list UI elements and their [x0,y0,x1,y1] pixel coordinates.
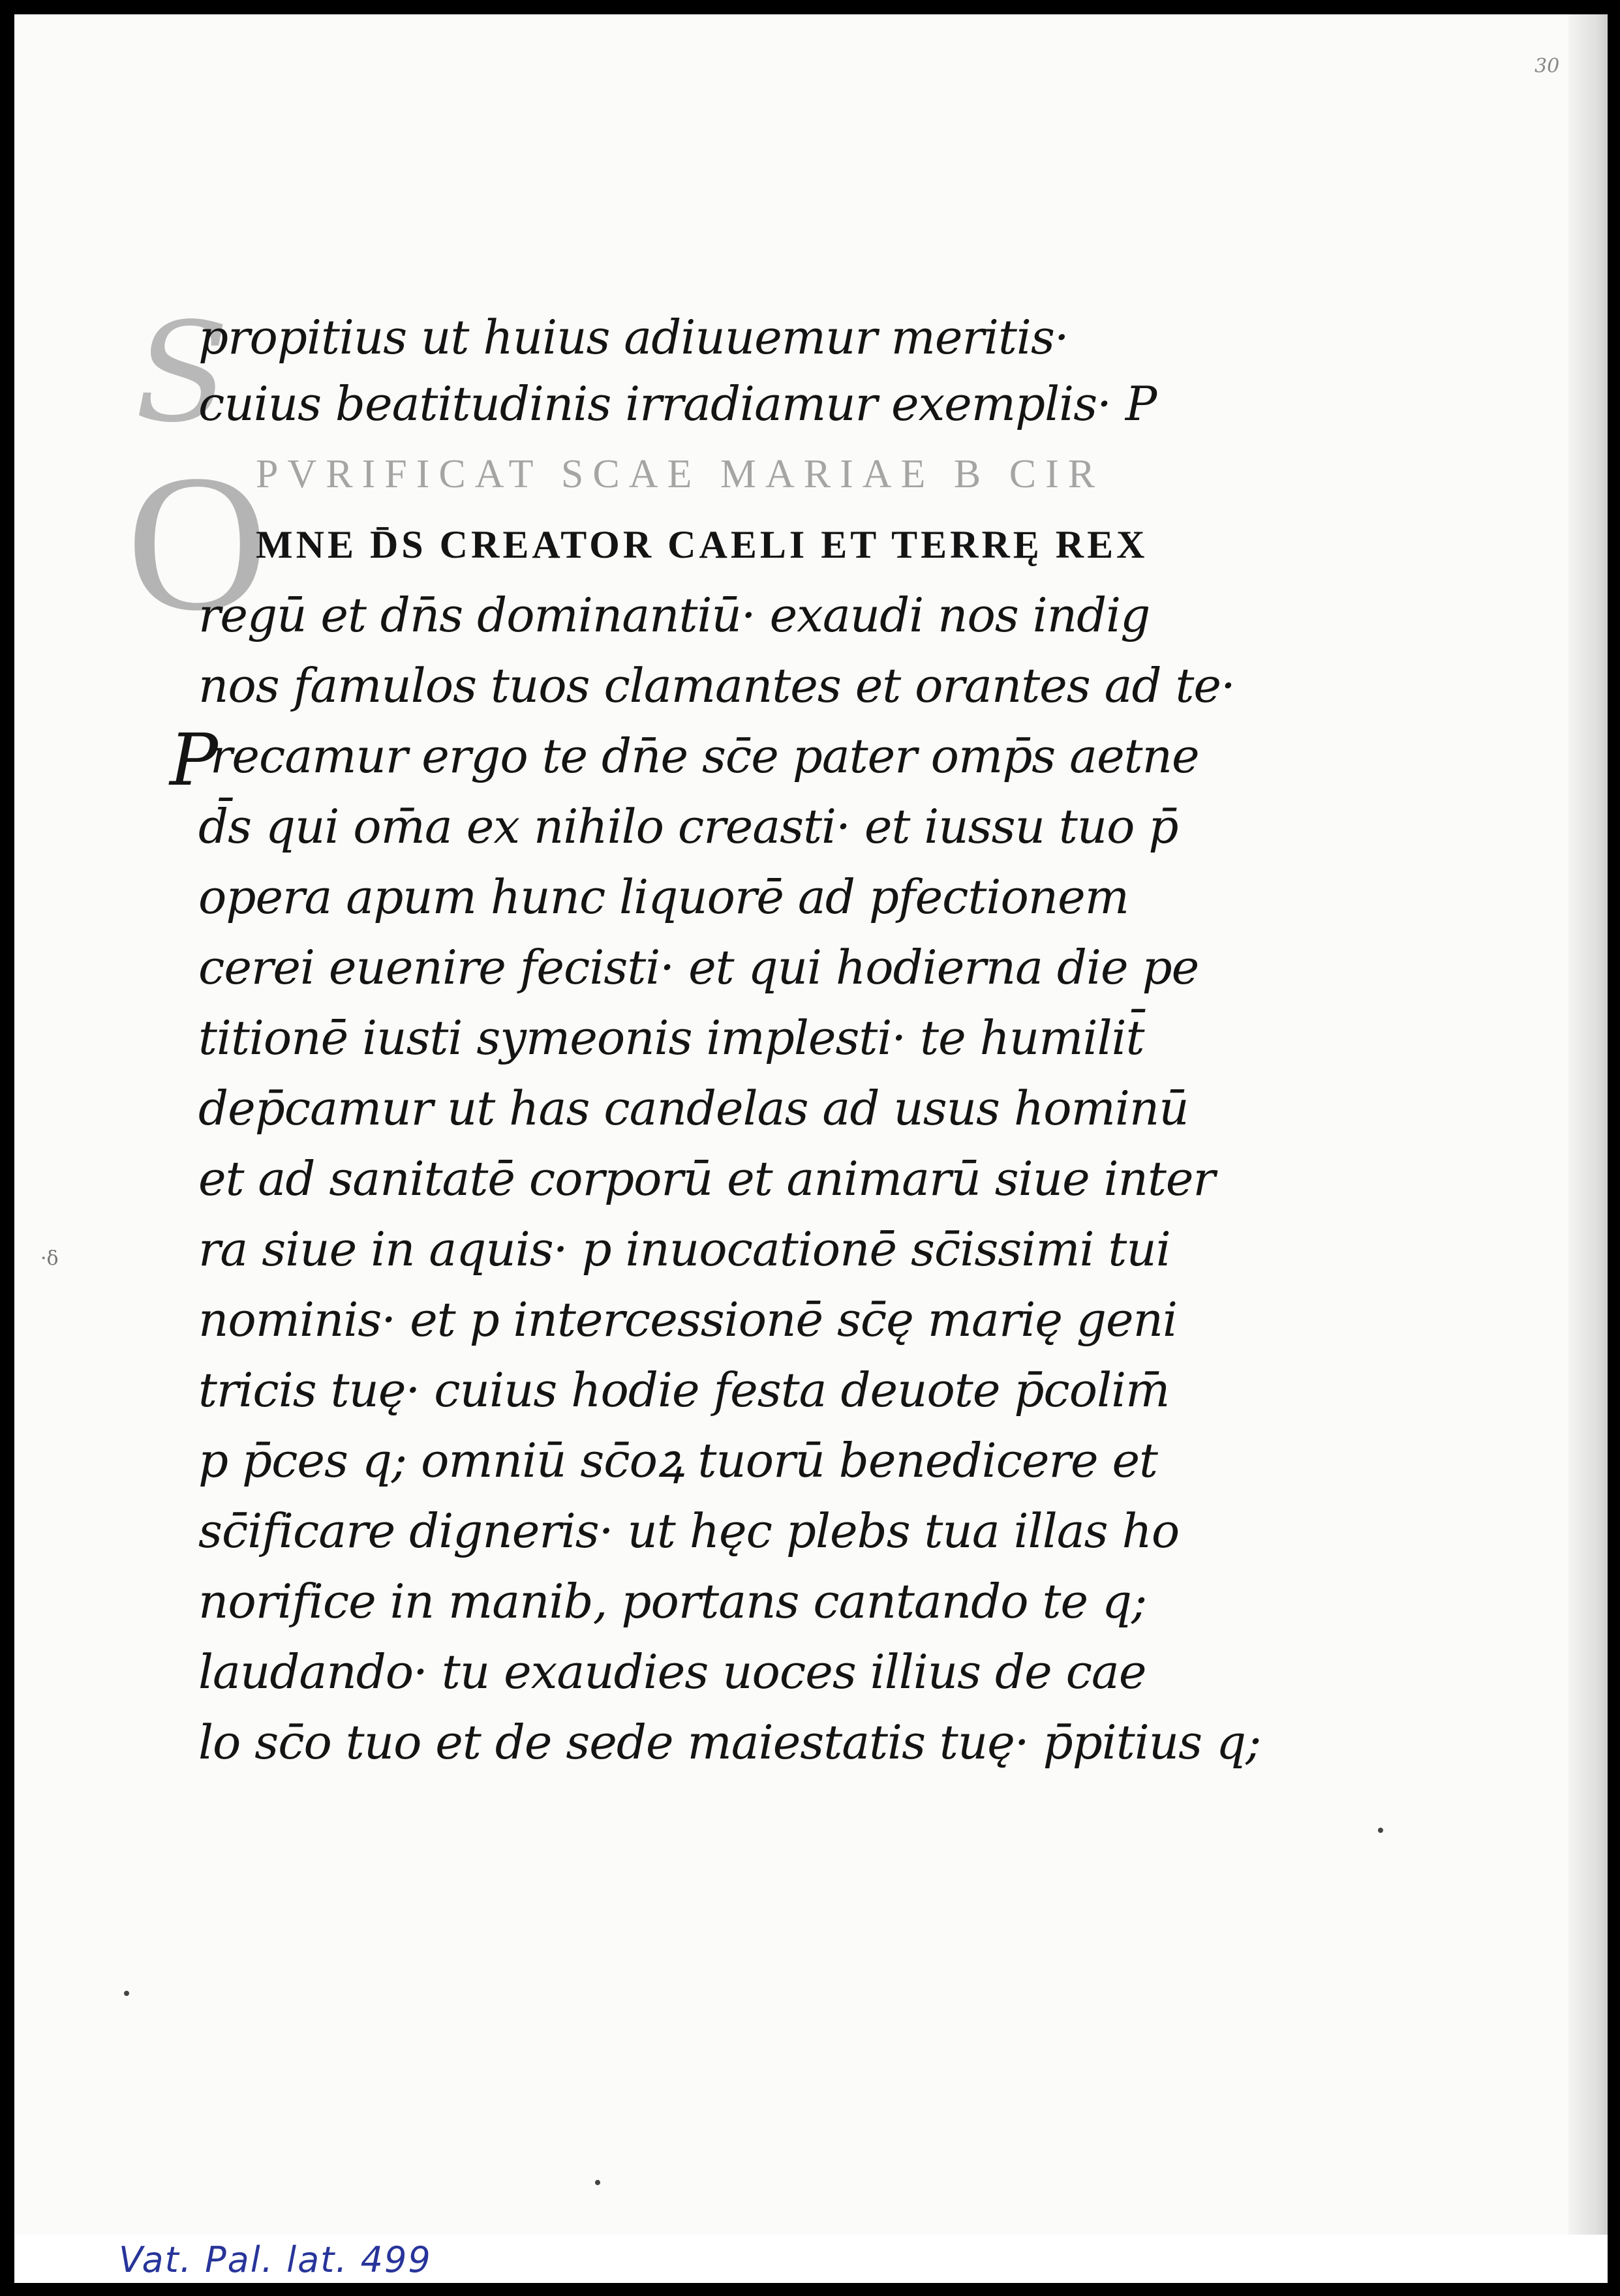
decorated-initial-o: O [127,434,268,651]
text-line-6: recamur ergo te dn̄e sc̄e pater omp̄s aetne [210,729,1199,783]
text-line-20: lo sc̄o tuo et de sede maiestatis tuę· p̄pitius q; [198,1715,1261,1770]
text-block [14,14,1608,2235]
text-line-18: norifice in manib, portans cantando te q; [198,1574,1147,1629]
text-line-2: cuius beatitudinis irradiamur exemplis· P [198,376,1157,431]
text-line-3-caps: MNE D̄S CREATOR CAELI ET TERRĘ REX [256,523,1148,566]
text-line-5: nos famulos tuos clamantes et orantes ad te· [198,658,1235,713]
initial-p: P [170,718,219,802]
manuscript-page [14,14,1608,2235]
text-line-1: propitius ut huius adiuuemur meritis· [198,310,1069,365]
text-line-16: p p̄ces q; omniū sc̄oꝝ tuorū benedicere et [198,1433,1157,1488]
margin-mark: ·ẟ [40,1247,59,1270]
text-line-11: dep̄camur ut has candelas ad usus hominū [198,1081,1189,1136]
text-line-15: tricis tuę· cuius hodie festa deuote p̄colim̄ [198,1363,1170,1417]
text-line-8: opera apum hunc liquorē ad pfectionem [198,869,1129,924]
text-line-12: et ad sanitatē corporū et animarū siue inter [198,1151,1215,1206]
text-line-9: cerei euenire fecisti· et qui hodierna die pe [198,940,1199,995]
specks [124,1991,129,1996]
text-line-4: regū et dn̄s dominantiū· exaudi nos indig [198,588,1150,642]
specks [1378,1828,1383,1833]
rubric-heading: PVRIFICAT SCAE MARIAE B CIR [256,452,1105,496]
text-line-7: d̄s qui om̄a ex nihilo creasti· et iussu tuo p̄ [198,799,1178,854]
folio-number: 30 [1535,55,1560,78]
text-line-10: titionē iusti symeonis implesti· te humilit̄ [198,1010,1144,1065]
specks [595,2180,600,2185]
text-line-19: laudando· tu exaudies uoces illius de cae [198,1644,1146,1699]
shelfmark-label: Vat. Pal. lat. 499 [119,2239,432,2280]
text-line-17: sc̄ificare digneris· ut hęc plebs tua illas ho [198,1503,1180,1558]
text-line-14: nominis· et p intercessionē sc̄ę marię geni [198,1292,1177,1347]
text-line-13: ra siue in aquis· p inuocationē sc̄issimi tui [198,1222,1170,1276]
decorated-initial-s: S [135,293,229,453]
